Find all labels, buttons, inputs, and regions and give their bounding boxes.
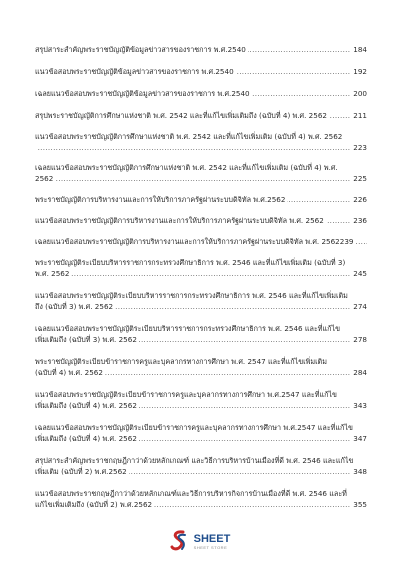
toc-entry-title: เพิ่มเติมถึง (ฉบับที่ 4) พ.ศ. 2562 — [35, 434, 137, 443]
toc-entry[interactable] — [35, 88, 367, 99]
toc-entry[interactable] — [35, 131, 367, 153]
toc-entry-title: เฉลยแนวข้อสอบพระราชบัญญัติข้อมูลข่าวสารของราชการ พ.ศ.2540 — [35, 89, 250, 98]
toc-entry-title: แนวข้อสอบพระราชบัญญัติการศึกษาแห่งชาติ พ.ศ. 2542 และที่แก้ไขเพิ่มเติม (ฉบับที่ 4) พ.ศ. 2562 — [35, 132, 343, 141]
toc-entry-title: เฉลยแนวข้อสอบพระราชบัญญัติระเบียบข้าราชการครูและบุคลากรทางการศึกษา พ.ศ.2547 และที่แก้ไข — [35, 423, 353, 432]
toc-entry[interactable] — [35, 488, 367, 510]
toc-entry-title: เพิ่มเติมถึง (ฉบับที่ 3) พ.ศ. 2562 — [35, 335, 137, 344]
toc-entry-title: สรุปสาระสำคัญพระราชบัญญัติข้อมูลข่าวสารของราชการ พ.ศ.2540 — [35, 45, 246, 54]
toc-entry-title: แนวข้อสอบพระราชบัญญัติข้อมูลข่าวสารของราชการ พ.ศ.2540 — [35, 67, 234, 76]
toc-page-number: 192 — [353, 67, 367, 76]
toc-entry-title: ถึง (ฉบับที่ 3) พ.ศ. 2562 — [35, 302, 114, 311]
toc-page-number: 184 — [353, 45, 367, 54]
toc-page-number: 284 — [353, 368, 367, 377]
toc-entry-title: 2562 — [35, 174, 54, 183]
toc-entry[interactable] — [35, 110, 367, 121]
toc-entry-title: แนวข้อสอบพระราชบัญญัติระเบียบข้าราชการครูและบุคลากรทางการศึกษา พ.ศ.2547 และที่แก้ไข — [35, 390, 337, 399]
toc-entry[interactable] — [35, 290, 367, 312]
toc-entry-title: พระราชบัญญัติการบริหารงานและการให้บริการภาครัฐผ่านระบบดิจิทัล พ.ศ.2562 — [35, 195, 286, 204]
toc-entry-title: เฉลยแนวข้อสอบพระราชบัญญัติการบริหารงานและการให้บริการภาครัฐผ่านระบบดิจิทัล พ.ศ. 2562239 — [35, 237, 354, 246]
toc-entry[interactable] — [35, 194, 367, 205]
toc-entry[interactable] — [35, 389, 367, 411]
toc-entry-title: สรุปสาระสำคัญพระราชกฤษฎีกาว่าด้วยหลักเกณฑ์ และวิธีการบริหารบ้านเมืองที่ดี พ.ศ. 2546 และแก้ไข — [35, 456, 354, 465]
toc-entry[interactable] — [35, 455, 367, 477]
toc-page-number: 211 — [353, 111, 367, 120]
toc-page-number: 225 — [353, 174, 367, 183]
brand-name: SHEET — [193, 532, 231, 545]
toc-entry[interactable] — [35, 422, 367, 444]
toc-entry[interactable] — [35, 44, 367, 55]
toc-entry[interactable] — [35, 323, 367, 345]
toc-entry[interactable] — [35, 257, 367, 279]
toc-entry-title: แนวข้อสอบพระราชบัญญัติระเบียบบริหารราชการกระทรวงศึกษาธิการ พ.ศ. 2546 และที่แก้ไขเพิ่มเติม — [35, 291, 348, 300]
toc-entry-title: เพิ่มเติมถึง (ฉบับที่ 4) พ.ศ. 2562 — [35, 401, 137, 410]
toc-entry-title: แนวข้อสอบพระราชกฤษฎีกาว่าด้วยหลักเกณฑ์และวิธีการบริหารกิจการบ้านเมืองที่ดี พ.ศ. 2546 และที่ — [35, 489, 347, 498]
toc-entry-title — [35, 143, 37, 152]
toc-entry[interactable] — [35, 236, 367, 247]
toc-page-number: 274 — [353, 302, 367, 311]
toc-entry-title: พระราชบัญญัติระเบียบบริหารราชการกระทรวงศึกษาธิการ พ.ศ. 2546 และที่แก้ไขเพิ่มเติม (ฉบับที่ 3) — [35, 258, 346, 267]
toc-entry[interactable] — [35, 215, 367, 226]
toc-entry-title: (ฉบับที่ 4) พ.ศ. 2562 — [35, 368, 103, 377]
toc-page-number: 348 — [353, 467, 367, 476]
toc-page-number: 200 — [353, 89, 367, 98]
footer-logo — [0, 526, 400, 556]
toc-page-number: 236 — [353, 216, 367, 225]
toc-entry[interactable] — [35, 66, 367, 77]
toc-page-number: 343 — [353, 401, 367, 410]
toc-page-number: 278 — [353, 335, 367, 344]
toc-entry-title: เฉลยแนวข้อสอบพระราชบัญญัติระเบียบบริหารราชการกระทรวงศึกษาธิการ พ.ศ. 2546 และที่แก้ไข — [35, 324, 341, 333]
toc-page-number: 245 — [353, 269, 367, 278]
toc-entry-title: เฉลยแนวข้อสอบพระราชบัญญัติการศึกษาแห่งชาติ พ.ศ. 2542 และที่แก้ไขเพิ่มเติม (ฉบับที่ 4) พ.ศ. — [35, 163, 338, 172]
toc-entry-title: แนวข้อสอบพระราชบัญญัติการบริหารงานและการให้บริการภาครัฐผ่านระบบดิจิทัล พ.ศ. 2562 — [35, 216, 324, 225]
toc-entry[interactable] — [35, 356, 367, 378]
toc-entry-title: พระราชบัญญัติระเบียบข้าราชการครูและบุคลากรทางการศึกษา พ.ศ. 2547 และที่แก้ไขเพิ่มเติม — [35, 357, 327, 366]
toc-entry-title: พ.ศ. 2562 — [35, 269, 70, 278]
toc-entry-title: แก้ไขเพิ่มเติมถึง (ฉบับที่ 2) พ.ศ.2562 — [35, 500, 153, 509]
table-of-contents — [35, 44, 367, 510]
toc-page-number: 223 — [353, 143, 367, 152]
sheet-logo-icon — [170, 529, 188, 553]
footer-brand — [194, 533, 231, 550]
toc-entry-title: สรุปพระราชบัญญัติการศึกษาแห่งชาติ พ.ศ. 2542 และที่แก้ไขเพิ่มเติมถึง (ฉบับที่ 4) พ.ศ. 2562 — [35, 111, 327, 120]
toc-page-number: 355 — [353, 500, 367, 509]
toc-entry[interactable] — [35, 162, 367, 184]
brand-subtitle: SHEET STORE — [193, 544, 228, 550]
toc-entry-title: เพิ่มเติม (ฉบับที่ 2) พ.ศ.2562 — [35, 467, 127, 476]
toc-page-number: 226 — [353, 195, 367, 204]
toc-page-number: 347 — [353, 434, 367, 443]
